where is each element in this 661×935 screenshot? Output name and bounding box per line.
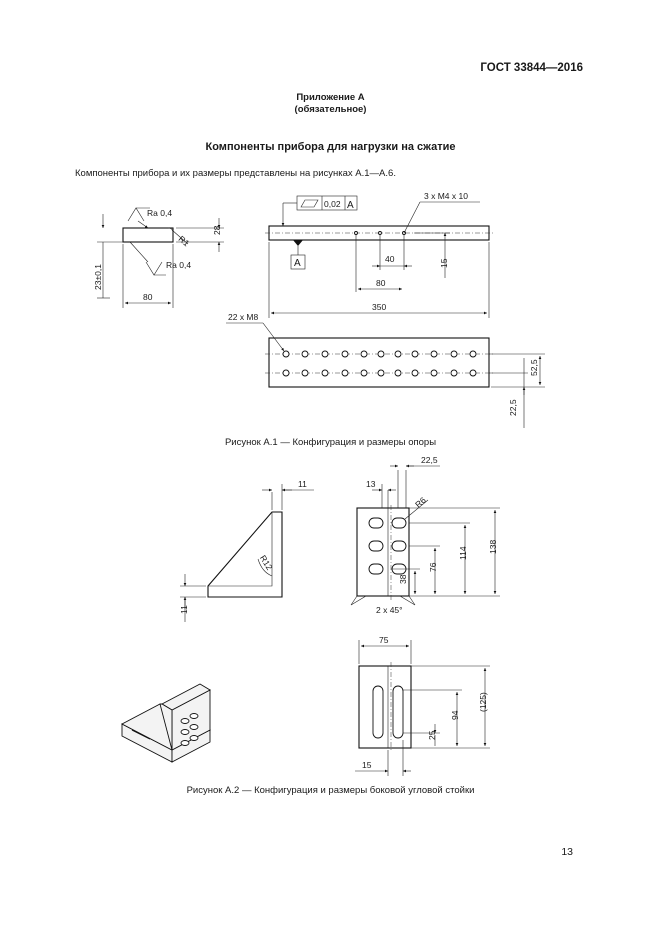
thread-3-label: 3 x M4 x 10 — [424, 191, 468, 201]
slot-left-1 — [369, 518, 383, 528]
bracket-front-view — [351, 455, 500, 615]
bracket-rear-view — [355, 635, 490, 776]
dim-38-label: 38 — [398, 574, 408, 584]
dim-94-label: 94 — [450, 710, 460, 720]
dim-22-5-label: 22,5 — [421, 455, 438, 465]
dim-25-label: 25 — [427, 730, 437, 740]
dim-138-label: 138 — [488, 539, 498, 554]
standard-number: ГОСТ 33844—2016 — [480, 62, 583, 74]
r12-label: R12 — [257, 553, 275, 572]
dim-52-5-label: 52,5 — [529, 359, 539, 376]
r1-label: R1 — [176, 233, 192, 249]
dim-11-top-label: 11 — [298, 479, 307, 489]
slot-right-1 — [392, 518, 406, 528]
ra-top-label: Ra 0,4 — [147, 208, 173, 218]
dim-350-label: 350 — [372, 302, 387, 312]
section-title: Компоненты прибора для нагрузки на сжатие — [205, 141, 456, 153]
annex-status: (обязательное) — [294, 104, 367, 115]
support-front-view — [265, 191, 493, 318]
ra-bottom-label: Ra 0,4 — [166, 260, 192, 270]
figure-2-drawing — [122, 455, 500, 776]
slot-left-3 — [369, 564, 383, 574]
figure-1-caption: Рисунок А.1 — Конфигурация и размеры опоры — [224, 437, 437, 448]
slot-left-2 — [369, 541, 383, 551]
slot-right-2 — [392, 541, 406, 551]
figure-2-caption: Рисунок А.2 — Конфигурация и размеры боковой угловой стойки — [186, 785, 475, 796]
long-slot-left — [373, 686, 383, 738]
support-top-view — [226, 312, 545, 428]
annex-title: Приложение А — [296, 92, 365, 103]
dim-15-label: 15 — [362, 760, 372, 770]
long-slot-right — [393, 686, 403, 738]
datum-label: A — [294, 258, 301, 269]
figure-1-drawing — [93, 191, 545, 428]
datum-ref-label: A — [347, 200, 354, 211]
flatness-value: 0,02 — [324, 199, 341, 209]
r6-label: R6 — [413, 494, 428, 510]
support-top-body — [269, 338, 489, 387]
dim-114-label: 114 — [458, 546, 468, 560]
dim-80-label: 80 — [376, 278, 386, 288]
bracket-isometric-view — [122, 684, 210, 762]
thread-22-label: 22 x M8 — [228, 312, 259, 322]
page-number: 13 — [561, 846, 573, 858]
dim-75-label: 75 — [379, 635, 389, 645]
dim-125-label: (125) — [478, 692, 488, 712]
dim-23-label: 23±0,1 — [93, 264, 103, 290]
dim-80-left-label: 80 — [143, 292, 153, 302]
intro-text: Компоненты прибора и их размеры представлены на рисунках А.1—А.6. — [75, 168, 396, 179]
dim-40-label: 40 — [385, 254, 395, 264]
dim-13-label: 13 — [366, 479, 376, 489]
dim-76-label: 76 — [428, 562, 438, 572]
dim-22-5-label: 22,5 — [508, 399, 518, 416]
support-section — [123, 228, 173, 242]
dim-15-label: 15 — [439, 258, 449, 268]
bracket-side-view — [179, 479, 314, 622]
support-section-view — [93, 208, 224, 308]
bracket-profile — [208, 512, 282, 597]
dim-28-label: 28 — [212, 225, 222, 235]
dim-11-left-label: 11 — [179, 605, 189, 614]
chamfer-label: 2 x 45° — [376, 605, 403, 615]
